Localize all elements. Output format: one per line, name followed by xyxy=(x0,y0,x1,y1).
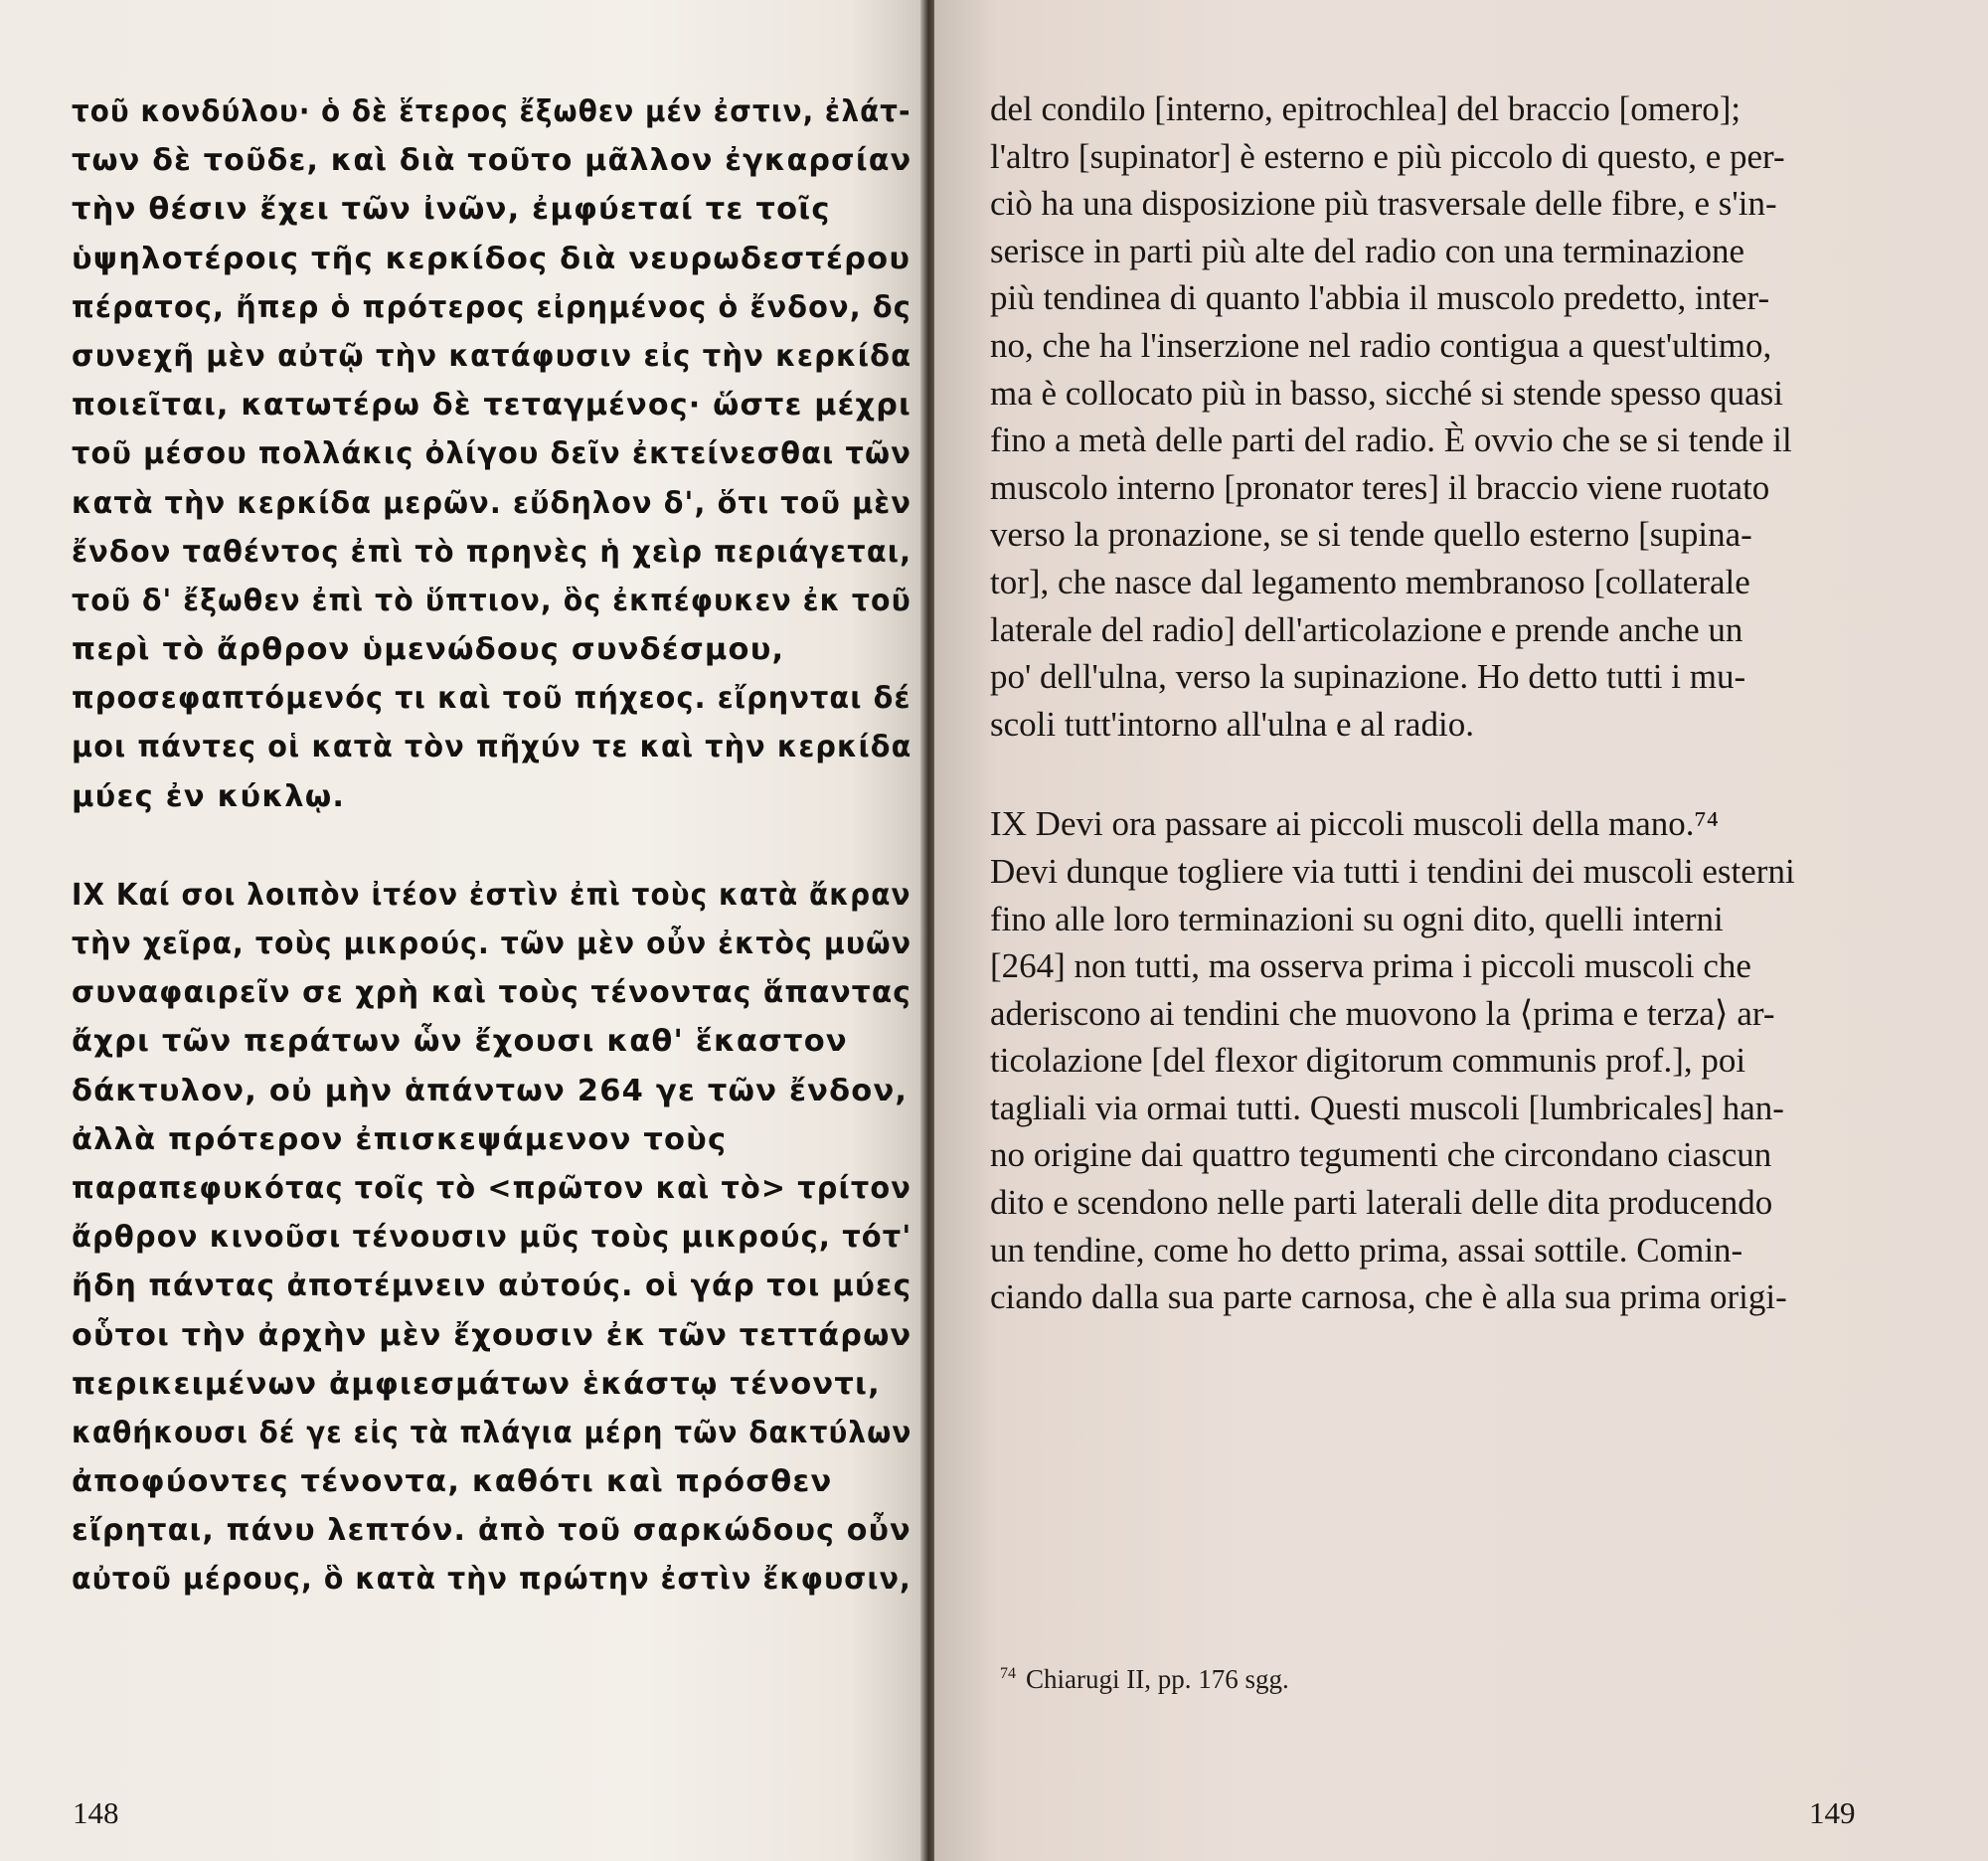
text-line: ciò ha una disposizione più trasversale delle fibre, e s'in- xyxy=(990,184,1777,224)
paragraph-gap xyxy=(72,821,916,871)
text-line: IX Devi ora passare ai piccoli muscoli della mano.⁷⁴ xyxy=(990,804,1719,844)
text-line: laterale del radio] dell'articolazione e prende anche un xyxy=(990,609,1743,649)
footnote xyxy=(1000,1664,1289,1695)
text-line: [264] non tutti, ma osserva prima i piccoli muscoli che xyxy=(990,946,1751,986)
text-line: fino alle loro terminazioni su ogni dito, quelli interni xyxy=(990,899,1724,938)
text-line: fino a metà delle parti del radio. È ovvio che se si tende il xyxy=(990,421,1792,460)
text-line: συναφαιρεῖν σε χρὴ καὶ τοὺς τένοντας ἅπαντας xyxy=(72,975,912,1011)
text-line: ποιεῖται, κατωτέρω δὲ τεταγμένος· ὥστε μέχρι xyxy=(72,388,911,423)
text-line: περικειμένων ἀμφιεσμάτων ἑκάστῳ τένοντι, xyxy=(72,1366,881,1402)
paragraph-gap xyxy=(990,748,1924,800)
text-line: dito e scendono nelle parti laterali delle dita producendo xyxy=(990,1183,1773,1223)
text-line: οὗτοι τὴν ἀρχὴν μὲν ἔχουσιν ἐκ τῶν τεττάρων xyxy=(72,1317,912,1353)
text-line: ma è collocato più in basso, sicché si stende spesso quasi xyxy=(990,373,1784,413)
text-line: κατὰ τὴν κερκίδα μερῶν. εὔδηλον δ', ὅτι τοῦ μὲν xyxy=(72,485,912,521)
footnote-text: Chiarugi II, pp. 176 sgg. xyxy=(1026,1664,1289,1694)
text-line: πέρατος, ἤπερ ὁ πρότερος εἰρημένος ὁ ἔνδον, δς xyxy=(72,289,911,325)
text-line: ἀλλὰ πρότερον ἐπισκεψάμενον τοὺς xyxy=(72,1121,728,1157)
text-line: scoli tutt'intorno all'ulna e al radio. xyxy=(990,704,1474,744)
greek-text-block xyxy=(72,87,916,1605)
text-line: αὐτοῦ μέρους, ὃ κατὰ τὴν πρώτην ἐστὶν ἔκφυσιν, xyxy=(72,1562,911,1598)
text-line: tagliali via ormai tutti. Questi muscoli [lumbricales] han- xyxy=(990,1088,1784,1127)
text-line: un tendine, come ho detto prima, assai sottile. Comin- xyxy=(990,1230,1743,1269)
text-line: no, che ha l'inserzione nel radio contigua a quest'ultimo, xyxy=(990,325,1772,365)
footnote-number: 74 xyxy=(1000,1665,1016,1682)
text-line: ἤδη πάντας ἀποτέμνειν αὐτούς. οἱ γάρ τοι μύες xyxy=(72,1269,912,1304)
text-line: ὑψηλοτέροις τῆς κερκίδος διὰ νευρωδεστέρου xyxy=(72,241,911,276)
text-line: τὴν θέσιν ἔχει τῶν ἰνῶν, ἐμφύεταί τε τοῖς xyxy=(72,192,831,228)
page-number-left: 148 xyxy=(73,1795,119,1830)
left-page xyxy=(0,0,924,1861)
text-line: καθήκουσι δέ γε εἰς τὰ πλάγια μέρη τῶν δακτύλων xyxy=(72,1415,912,1450)
text-line: των δὲ τοῦδε, καὶ διὰ τοῦτο μᾶλλον ἐγκαρσίαν xyxy=(72,143,912,179)
text-line: παραπεφυκότας τοῖς τὸ <πρῶτον καὶ τὸ> τρίτον xyxy=(72,1170,911,1206)
text-line: aderiscono ai tendini che muovono la ⟨prima e terza⟩ ar- xyxy=(990,993,1775,1033)
text-line: l'altro [supinator] è esterno e più piccolo di questo, e per- xyxy=(990,136,1785,176)
text-line: serisce in parti più alte del radio con una terminazione xyxy=(990,231,1745,270)
text-line: po' dell'ulna, verso la supinazione. Ho detto tutti i mu- xyxy=(990,657,1746,697)
text-line: μοι πάντες οἱ κατὰ τὸν πῆχύν τε καὶ τὴν κερκίδα xyxy=(72,730,912,765)
text-line: τὴν χεῖρα, τοὺς μικρούς. τῶν μὲν οὖν ἐκτὸς μυῶν xyxy=(72,927,912,961)
text-line: verso la pronazione, se si tende quello esterno [supina- xyxy=(990,515,1752,555)
text-line: più tendinea di quanto l'abbia il muscolo predetto, inter- xyxy=(990,278,1770,318)
right-page xyxy=(934,0,1988,1861)
text-line: del condilo [interno, epitrochlea] del braccio [omero]; xyxy=(990,89,1741,128)
text-line: ἔνδον ταθέντος ἐπὶ τὸ πρηνὲς ἡ χεὶρ περιάγεται, xyxy=(72,534,912,570)
text-line: ticolazione [del flexor digitorum communis prof.], poi xyxy=(990,1041,1746,1081)
text-line: περὶ τὸ ἄρθρον ὑμενώδους συνδέσμου, xyxy=(72,632,785,668)
text-line: tor], che nasce dal legamento membranoso [collaterale xyxy=(990,562,1750,601)
italian-text-block xyxy=(990,85,1924,1321)
text-line: δάκτυλον, οὐ μὴν ἁπάντων 264 γε τῶν ἔνδον, xyxy=(72,1073,909,1108)
text-line: ἄχρι τῶν περάτων ὧν ἔχουσι καθ' ἕκαστον xyxy=(72,1024,848,1060)
page-number-right: 149 xyxy=(1809,1795,1856,1830)
text-line: IX Καί σοι λοιπὸν ἰτέον ἐστὶν ἐπὶ τοὺς κατὰ ἄκραν xyxy=(72,877,911,913)
text-line: τοῦ κονδύλου· ὁ δὲ ἕτερος ἔξωθεν μέν ἐστιν, ἐλάτ- xyxy=(72,94,911,129)
text-line: εἴρηται, πάνυ λεπτόν. ἀπὸ τοῦ σαρκώδους οὖν xyxy=(72,1513,911,1549)
text-line: Devi dunque togliere via tutti i tendini dei muscoli esterni xyxy=(990,851,1795,891)
text-line: προσεφαπτόμενός τι καὶ τοῦ πήχεος. εἴρηνται δέ xyxy=(72,681,911,717)
text-line: συνεχῆ μὲν αὐτῷ τὴν κατάφυσιν εἰς τὴν κερκίδα xyxy=(72,338,912,374)
text-line: ἀποφύοντες τένοντα, καθότι καὶ πρόσθεν xyxy=(72,1464,833,1500)
text-line: μύες ἐν κύκλῳ. xyxy=(72,778,346,814)
text-line: τοῦ μέσου πολλάκις ὀλίγου δεῖν ἐκτείνεσθαι τῶν xyxy=(72,436,911,472)
text-line: ἄρθρον κινοῦσι τένουσιν μῦς τοὺς μικρούς, τότ' xyxy=(72,1220,912,1256)
text-line: no origine dai quattro tegumenti che circondano ciascun xyxy=(990,1135,1772,1175)
text-line: muscolo interno [pronator teres] il braccio viene ruotato xyxy=(990,467,1770,507)
text-line: ciando dalla sua parte carnosa, che è alla sua prima origi- xyxy=(990,1277,1787,1317)
text-line: τοῦ δ' ἔξωθεν ἐπὶ τὸ ὕπτιον, ὃς ἐκπέφυκεν ἐκ τοῦ xyxy=(72,583,911,618)
